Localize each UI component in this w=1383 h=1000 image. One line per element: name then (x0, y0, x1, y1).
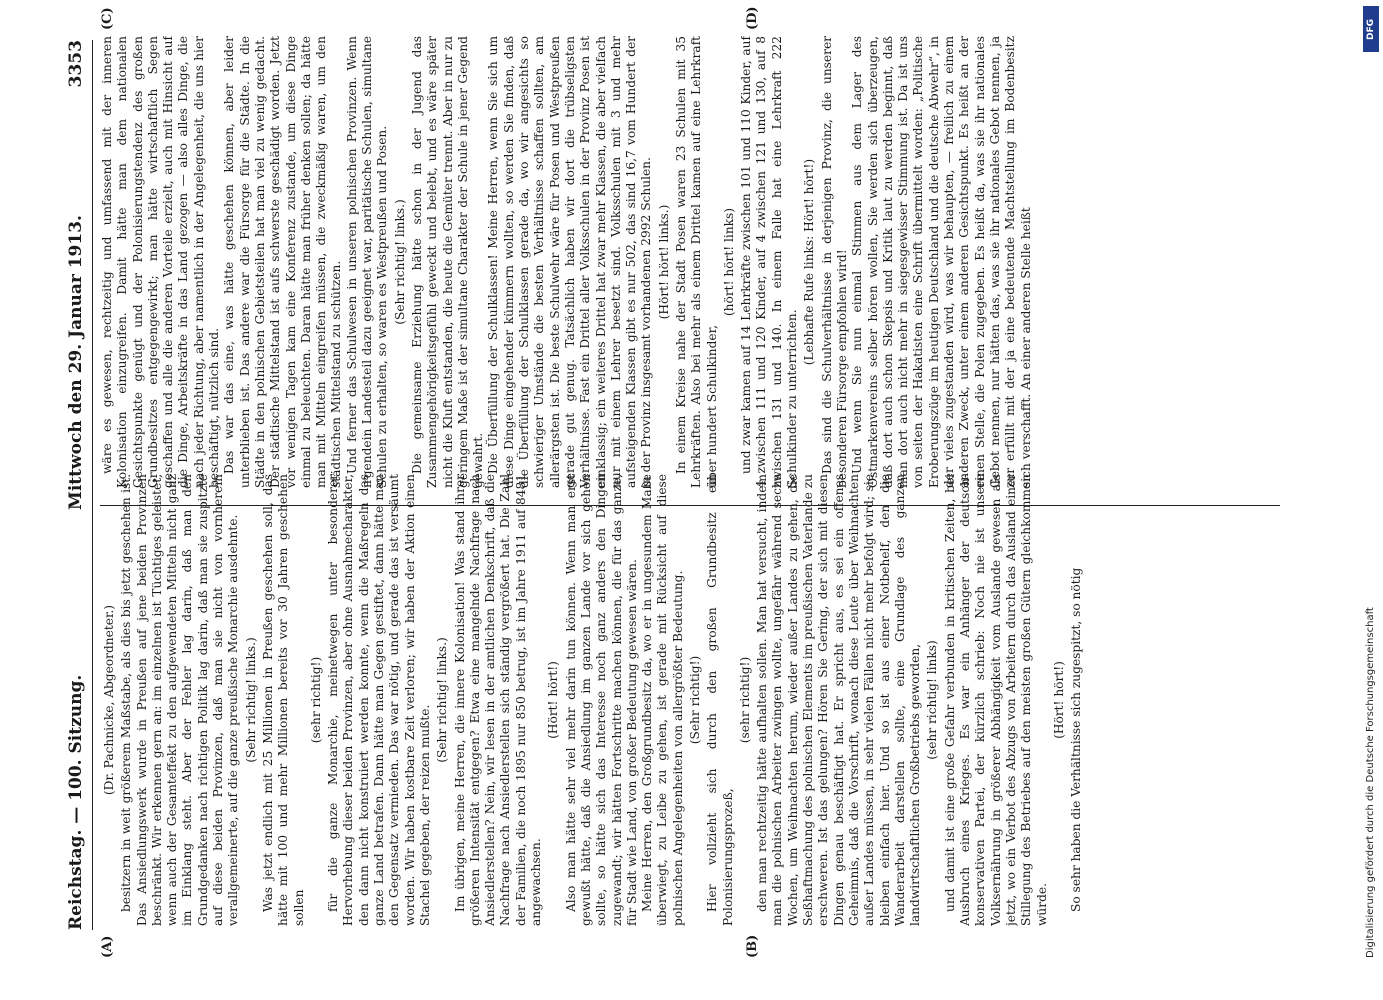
interjection: (Hört! hört!) (546, 661, 561, 739)
speaker-line: (Dr. Pachnicke, Abgeordneter.) (102, 604, 116, 796)
paragraph: und damit ist eine große Gefahr verbunden in kritischen Zeiten, bei Ausbruch eines Krieges. Es war ein Anhänger der deutsch-konservativen Partei, der kürzlich schrieb: Noch nie ist unsere Volksernährung in größerer Abhängigkeit vom Auslande gewesen als jetzt, wo ein Verbot des Abzugs von Arbeitern durch das Ausland einer Stillegung des Betriebes auf den meisten großen Gütern gleichkommen würde. (942, 474, 1049, 926)
digitization-note: Digitalisierung gefördert durch die Deutsche Forschungsgemeinschaft (1365, 607, 1376, 958)
paragraph: den man rechtzeitig hätte aufhalten sollen. Man hat versucht, indem man die polnischen Arbeiter zwingen wollte, ungefähr während sechs Wochen, um Weihnachten herum, wieder außer Landes zu gehen, die Seßhaftmachung des polnischen Elements im preußischen Vaterlande zu erschweren. Ist das gelungen? Hören Sie Gering, der sich mit diesen Dingen genau beschäftigt hat. Er spricht aus, es sei ein offenes Geheimnis, daß die Vorschrift, wonach diese Leute über Weihnachten außer Landes müssen, in sehr vielen Fällen nicht mehr befolgt wird; sie bleiben einfach hier. Und so ist aus einer Notbehelf, den die Wanderarbeit darstellen sollte, eine Grundlage des ganzen landwirtschaftlichen Großbetriebs geworden, (755, 474, 923, 926)
column-divider (100, 505, 1280, 506)
interjection: (Hört! hört!) (1051, 661, 1066, 739)
paragraph: Und wenn Sie nun einmal Stimmen aus dem Lager des Ostmarkenvereins selber hören wollen, Sie werden sich überzeugen, daß dort auch schon Skepsis und Kritik laut zu werden beginnt, daß man dort auch nicht mehr in siegesgewisser Stimmung ist. Da ist uns von seiten der Hakatisten eine Schrift übermittelt worden: „Politische Eroberungszüge im heutigen Deutschland und die deutsche Abwehr“, in der vieles zugestanden wird, was wir behaupten, — freilich zu einem anderen Zweck, unter einem anderen Gesichtspunkt. Es heißt an der einen Stelle, die Polen zugegeben. Es heißt da, was sie ihr nationales Gebot nennen, nur hätten das, was sie ihr nationales Gebot nennen, ja zur erfüllt mit der ja eine bedeutende Machtstellung im Bodenbesitz sich verschafft. An einer anderen Stelle heißt (850, 36, 1033, 488)
right-column (100, 36, 1280, 488)
interjection: (hört! hört! links) (721, 207, 736, 317)
interjection: (sehr richtig! links) (925, 640, 940, 760)
paragraph: und zwar kamen auf 14 Lehrkräfte zwischen 101 und 110 Kinder, auf 4 zwischen 111 und 120 Kinder, auf 4 zwischen 121 und 130, auf 8 zwischen 131 und 140. In einem Falle hat eine Lehrkraft 222 Schulkinder zu unterrichten. (739, 36, 800, 488)
header-rule (92, 40, 93, 930)
interjection: (Sehr richtig!) (687, 655, 702, 745)
interjection: (Sehr richtig! links.) (243, 637, 258, 763)
paragraph: besitzern in weit größerem Maßstabe, als dies bis jetzt geschehen ist. Das Ansiedlungswerk wurde in Preußen auf jene beiden Provinzen beschränkt. Wir erkennen gern an: im einzelnen ist Tüchtiges geleistet, wenn auch der Gesamteffekt zu den aufgewendeten Mitteln nicht ganz im Einklang steht. Aber der Fehler lag darin, daß man den Grundgedanken nach richtigen Politik lag darin, daß man sie zuspitzte auf diese beiden Provinzen, daß man sie nicht von vornherein verallgemeinerte, auf die ganze preußische Monarchie ausdehnte. (119, 474, 241, 926)
margin-marker-b: (B) (745, 934, 760, 958)
paragraph: Das war das eine, was hätte geschehen können, aber leider unterblieben ist. Das andere war die Fürsorge für die Städte. In die Städte in den polnischen Gebietsteilen hat man viel zu wenig gedacht. Der städtische Mittelstand ist aufs schwerste geschädigt worden. Jetzt vor wenigen Tagen kam eine Konferenz zustande, um diese Dinge einmal zu beleuchten. Daran hätte man früher denken sollen; da hätte man mit Mitteln eingreifen müssen, die zweckmäßig waren, um den städtischen Mittelstand zu schützen. (222, 36, 344, 488)
dfg-logo: DFG (1363, 6, 1379, 52)
left-column (100, 474, 1280, 926)
paragraph: wäre es gewesen, rechtzeitig und umfassend mit der inneren Kolonisation einzugreifen. Damit hätte man dem nationalen Gesichtspunkte genügt und der Polonisierungstendenz des großen Grundbesitzes entgegengewirkt; man hätte wirtschaftlich Segen geschaffen und alle die anderen Vorteile erzielt, auch mit Hinsicht auf die Dinge, Arbeitskräfte in das Land gezogen — also alles Dinge, die nach jeder Richtung, aber namentlich in der Angelegenheit, die uns hier beschäftigt, nützlich sind. (100, 36, 222, 488)
paragraph: Meine Herren, den Großgrundbesitz da, wo er in ungesundem Maße überwiegt, zu Leibe zu gehen, ist gerade mit Rücksicht auf diese polnischen Angelegenheiten von allergrößter Bedeutung. (640, 474, 685, 926)
interjection: (sehr richtig!) (737, 656, 752, 744)
interjection: (Lebhafte Rufe links: Hört! hört!) (802, 158, 817, 366)
paragraph: Und ferner das Schulwesen in unseren polnischen Provinzen. Wenn irgendein Landesteil dazu geeignet war, paritätische Schulen, simultane Schulen zu erhalten, so waren es Westpreußen und Posen. (344, 36, 390, 488)
page-number: 3353 (66, 40, 86, 88)
paragraph: Hier vollzieht sich durch den großen Grundbesitz ein Polonisierungsprozeß, (705, 474, 735, 926)
header-left: Reichstag. — 100. Sitzung. (66, 674, 86, 930)
paragraph: Was jetzt endlich mit 25 Millionen in Preußen geschehen soll, das hätte mit 100 und mehr Millionen bereits vor 30 Jahren geschehen sollen (260, 474, 306, 926)
interjection: (Hört! hört! links.) (656, 204, 671, 320)
interjection: (Sehr richtig! links.) (392, 199, 407, 325)
margin-marker-d: (D) (745, 6, 760, 30)
paragraph: für die ganze Monarchie, meinetwegen unter besonderer Hervorhebung dieser beiden Provinzen, aber ohne Ausnahmecharakter, den dann nicht konstruiert werden konnte, wenn die Maßregeln das ganze Land betrafen. Dann hätte man Gegen gestiftet, dann hätte man den Gegensatz vermieden. Das war nötig, und gerade das ist versäumt worden. Wir haben kostbare Zeit verloren; wir haben der Aktion einen Stachel gegeben, der reizen mußte. (326, 474, 432, 926)
paragraph: In einem Kreise nahe der Stadt Posen waren 23 Schulen mit 35 Lehrkräften. Also bei mehr als einem Drittel kamen auf eine Lehrkraft über hundert Schulkinder, (673, 36, 719, 488)
paragraph: So sehr haben die Verhältnisse sich zugespitzt, so nötig (1069, 567, 1084, 912)
margin-marker-c: (C) (100, 7, 115, 30)
margin-marker-a: (A) (100, 935, 115, 958)
paragraph: Im übrigen, meine Herren, die innere Kolonisation! Was stand ihrer größeren Intensität entgegen? Etwa eine mangelnde Nachfrage nach Ansiedlerstellen? Nein, wir lesen in der amtlichen Denkschrift, daß die Nachfrage nach Ansiedlerstellen sich ständig vergrößert hat. Die Zahl der Familien, die noch 1895 nur 850 betrug, ist im Jahre 1911 auf 8481 angewachsen. (452, 474, 544, 926)
interjection: (Sehr richtig! links.) (435, 637, 450, 763)
interjection: (sehr richtig!) (308, 656, 323, 744)
paragraph: Die gemeinsame Erziehung hätte schon in der Jugend das Zusammengehörigkeitsgefühl geweckt und belebt, und es wäre später nicht die Kluft entstanden, die heute die Gemüter trennt. Aber in nur zu geringem Maße ist der simultane Charakter der Schule in jener Gegend gewahrt. (409, 36, 486, 488)
paragraph: Also man hätte sehr viel mehr darin tun können. Wenn man erst gewußt hätte, daß die Ansiedlung im ganzen Lande vor sich gehen sollte, so hätte sich das Interesse noch ganz anders den Dingen zugewandt; wir hätten Fortschritte machen können, die für das ganze, für Stadt wie Land, von großer Bedeutung gewesen wären. (563, 474, 639, 926)
paragraph: Das sind die Schulverhältnisse in derjenigen Provinz, die unserer besonderen Fürsorge empfohlen wird! (819, 36, 849, 488)
header-date: Mittwoch den 29. Januar 1913. (66, 215, 86, 510)
paragraph: Die Überfüllung der Schulklassen! Meine Herren, wenn Sie sich um diese Dinge eingehender kümmern wollten, so werden Sie finden, daß die Überfüllung der Schulklassen gerade da, wo wir angesichts so schwieriger Umstände die besten Verhältnisse schaffen sollten, am allerärgsten ist. Die beste Schulwehr wäre für Posen und Westpreußen gerade gut genug. Tatsächlich haben wir dort die trübseligsten Verhältnisse. Fast ein Drittel aller Volksschulen in der Provinz Posen ist einklassig; ein weiteres Drittel hat zwar mehr Klassen, die aber vielfach nur mit einem Lehrer besetzt sind. Volksschulen mit 3 und mehr aufsteigenden Klassen gibt es nur 502, das sind 16,7 vom Hundert der in der Provinz insgesamt vorhandenen 2992 Schulen. (486, 36, 654, 488)
